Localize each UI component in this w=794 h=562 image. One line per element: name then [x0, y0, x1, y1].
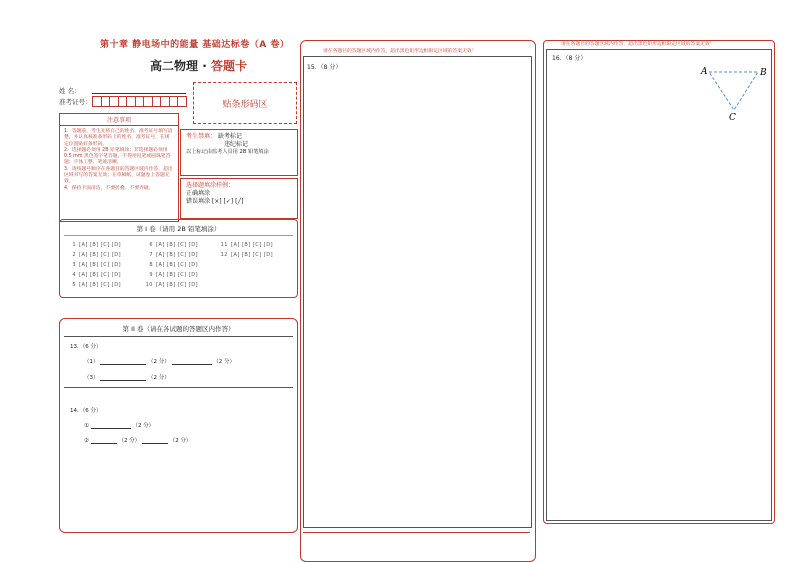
- notice-title: 注意事项: [60, 114, 178, 126]
- mc-number: 8: [149, 262, 153, 268]
- mc-row[interactable]: [145, 262, 198, 268]
- notice-box: [59, 113, 179, 222]
- mc-number: 4: [72, 272, 76, 278]
- q13-blank-2[interactable]: [172, 358, 212, 365]
- q14-blank-3[interactable]: [142, 437, 168, 444]
- mc-row[interactable]: [68, 282, 121, 288]
- mc-number: 11: [220, 242, 228, 248]
- mc-number: 2: [72, 252, 76, 258]
- notice-item: 4．保持卡面清洁，不要折叠、不要弄破。: [64, 185, 154, 191]
- mc-row[interactable]: [220, 252, 273, 258]
- name-field[interactable]: [92, 93, 186, 94]
- q16-head: 16．（8 分）: [552, 55, 587, 62]
- right-panel-note: 请在各题目的答题区域内作答，超出黑色矩形边框限定区域的答案无效！: [561, 42, 715, 47]
- q15-head: 15．（8 分）: [307, 64, 342, 71]
- vertex-b-label: B: [760, 68, 767, 78]
- mc-row[interactable]: [145, 252, 198, 258]
- mc-number: 6: [149, 242, 153, 248]
- mc-row[interactable]: [68, 272, 121, 278]
- page-subtitle: [150, 57, 247, 74]
- vertex-c-label: C: [729, 113, 736, 123]
- mc-row[interactable]: [68, 262, 121, 268]
- fill-correct: 正确填涂: [186, 190, 211, 197]
- mc-options[interactable]: [A] [B] [C] [D]: [79, 262, 122, 268]
- mc-number: 5: [72, 282, 76, 288]
- barcode-area: 贴条形码区: [193, 82, 297, 124]
- subtitle-accent: 答题卡: [210, 59, 247, 73]
- fill-example-box: [180, 178, 298, 219]
- mc-options[interactable]: [A] [B] [C] [D]: [156, 252, 199, 258]
- q13-blank-1[interactable]: [100, 358, 146, 365]
- id-number-boxes[interactable]: [92, 96, 186, 105]
- mc-options[interactable]: [A] [B] [C] [D]: [156, 242, 199, 248]
- mc-options[interactable]: [A] [B] [C] [D]: [79, 252, 122, 258]
- name-label: 姓 名：: [59, 87, 81, 95]
- subtitle-separator: ·: [202, 59, 207, 73]
- mc-number: 12: [220, 252, 228, 258]
- mc-row[interactable]: [220, 242, 273, 248]
- exam-tip-box: [180, 129, 298, 176]
- q15-answer-area[interactable]: [303, 56, 532, 528]
- notice-item: 1．答题前，考生先将自己的姓名、准考证号填写清楚，并认真核准条形码上的姓名、准考证号，在规定位置贴好条形码。: [64, 129, 173, 147]
- q13-blank-3[interactable]: [100, 374, 146, 381]
- mc-number: 10: [145, 282, 153, 288]
- mc-options[interactable]: [A] [B] [C] [D]: [79, 242, 122, 248]
- mc-options[interactable]: [A] [B] [C] [D]: [156, 282, 199, 288]
- middle-panel-note: 请在各题目的答题区域内作答，超出黑色矩形边框限定区域的答案无效！: [323, 49, 477, 54]
- notice-body: [60, 126, 178, 195]
- mc-row[interactable]: [145, 272, 198, 278]
- mc-options[interactable]: [A] [B] [C] [D]: [79, 272, 122, 278]
- notice-item: 2．选择题必须用 2B 铅笔填涂；非选择题必须用 0.5 mm 黑色签字笔答题，不得用铅笔或圆珠笔答题；字体工整、笔迹清晰。: [64, 147, 171, 166]
- mc-options[interactable]: [A] [B] [C] [D]: [79, 282, 122, 288]
- q14-blank-1[interactable]: [91, 422, 131, 429]
- mc-number: 7: [149, 252, 153, 258]
- mc-options[interactable]: [A] [B] [C] [D]: [231, 252, 274, 258]
- q13-part1: （1） （2 分） （2 分）: [84, 359, 235, 365]
- section1-box: [59, 219, 298, 298]
- fill-wrong: 错误填涂 [×] [✓] [╱]: [186, 198, 244, 205]
- notice-item: 3．请按题号顺序在各题目的答题区域内作答，超出区域书写的答案无效；在草稿纸、试题卷上答题无效。: [64, 166, 173, 185]
- section2-box: [59, 318, 298, 533]
- exam-tip-note: 以上标记由监考人员用 2B 铅笔填涂: [186, 149, 269, 155]
- triangle-diagram: [698, 62, 770, 124]
- q14-part2: ② （2 分） （2 分）: [84, 438, 192, 444]
- mc-options[interactable]: [A] [B] [C] [D]: [231, 242, 274, 248]
- q13-head: 13．（6 分）: [70, 344, 102, 350]
- section2-title: 第 II 卷（请在各试题的答题区内作答）: [122, 325, 235, 333]
- q14-part1: ① （2 分）: [84, 423, 155, 429]
- fill-example-label: 选择题填涂样例：: [186, 182, 235, 189]
- mc-row[interactable]: [145, 242, 198, 248]
- mc-options[interactable]: [A] [B] [C] [D]: [156, 272, 199, 278]
- mc-row[interactable]: [68, 242, 121, 248]
- mc-number: 3: [72, 262, 76, 268]
- violation-mark[interactable]: 违纪标记: [224, 141, 249, 148]
- mc-row[interactable]: [145, 282, 198, 288]
- q14-head: 14．（6 分）: [70, 408, 102, 414]
- mc-number: 9: [149, 272, 153, 278]
- absent-mark[interactable]: 缺考标记: [217, 133, 242, 140]
- subtitle-main: 高二物理: [150, 59, 199, 73]
- mc-options[interactable]: [A] [B] [C] [D]: [156, 262, 199, 268]
- exam-tip-label: 考生禁填：: [186, 133, 217, 140]
- page-title: 第十章 静电场中的能量 基础达标卷（A 卷）: [100, 40, 290, 50]
- id-label: 准考证号：: [59, 98, 92, 106]
- q14-blank-2[interactable]: [91, 437, 117, 444]
- section1-title: 第 I 卷（请用 2B 铅笔填涂）: [136, 225, 221, 233]
- mc-row[interactable]: [68, 252, 121, 258]
- mc-number: 1: [72, 242, 76, 248]
- vertex-a-label: A: [701, 67, 708, 77]
- q13-part3: （3） （2 分）: [84, 375, 170, 381]
- triangle-shape: [709, 72, 758, 110]
